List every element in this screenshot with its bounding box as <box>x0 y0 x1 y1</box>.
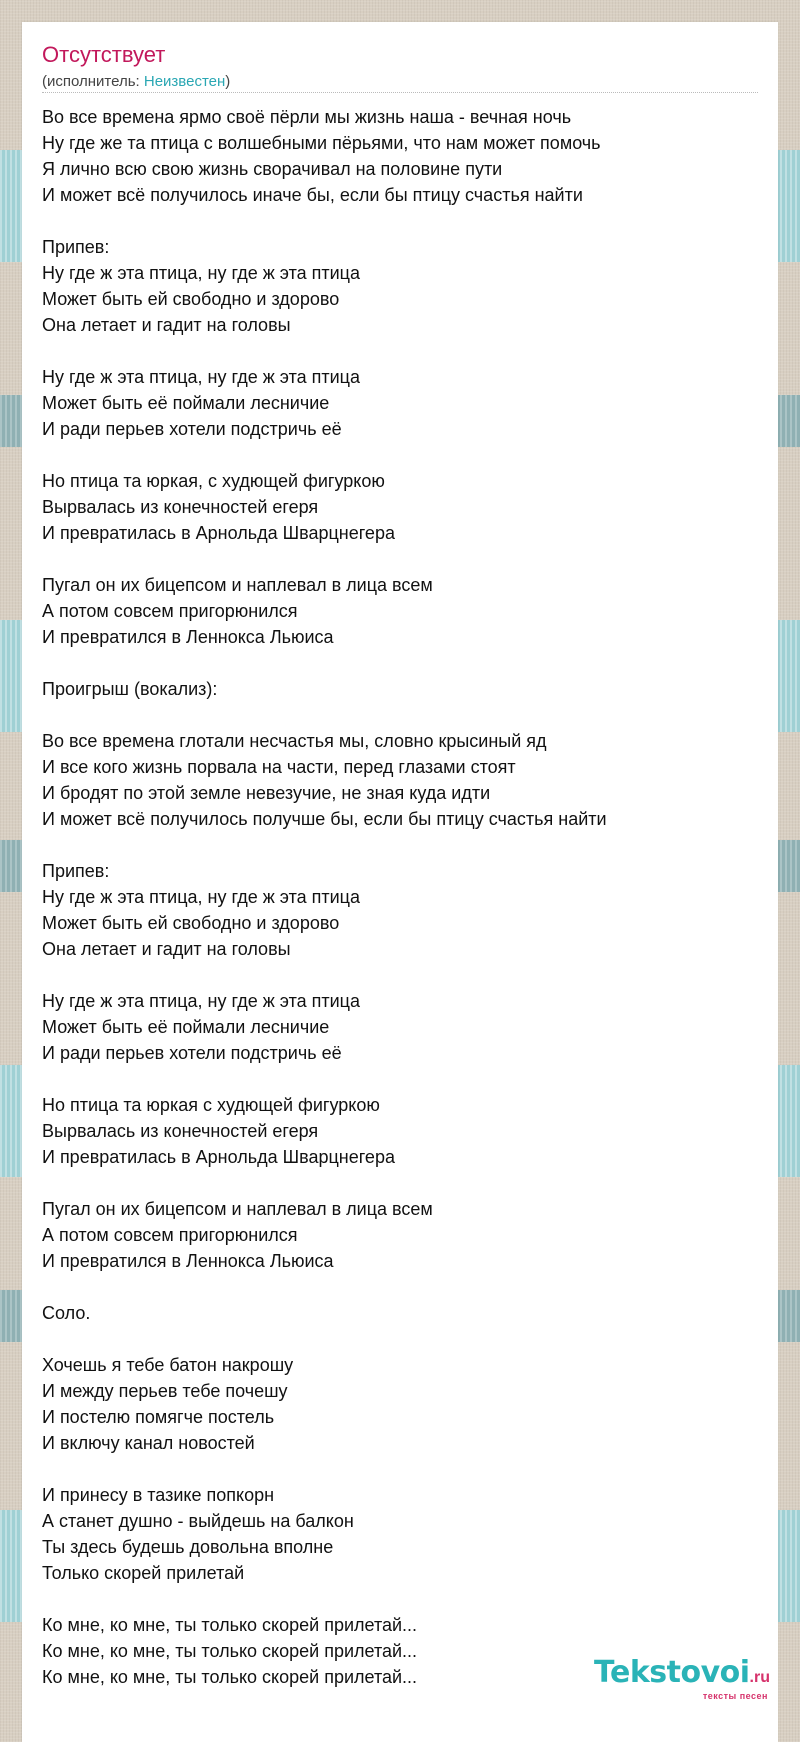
lyric-line: Я лично всю свою жизнь сворачивал на половине пути <box>42 159 503 179</box>
lyric-blank-line <box>42 546 762 572</box>
lyric-line: Пугал он их бицепсом и наплевал в лица всем <box>42 1199 433 1219</box>
lyric-line: Может быть ей свободно и здорово <box>42 289 340 309</box>
lyric-line: Припев: <box>42 237 110 257</box>
artist-line <box>42 73 230 90</box>
lyric-blank-line <box>42 832 762 858</box>
lyric-line: И превратилась в Арнольда Шварцнегера <box>42 1147 395 1167</box>
lyric-blank-line <box>42 650 762 676</box>
lyric-line: Может быть её поймали лесничие <box>42 1017 330 1037</box>
logo-tld: .ru <box>749 1669 770 1686</box>
artist-suffix: ) <box>225 73 231 90</box>
lyric-line: И превратился в Леннокса Льюиса <box>42 1251 334 1271</box>
lyric-line: Она летает и гадит на головы <box>42 939 291 959</box>
lyric-line: И ради перьев хотели подстричь её <box>42 419 342 439</box>
lyric-line: И все кого жизнь порвала на части, перед глазами стоят <box>42 757 516 777</box>
lyric-line: А потом совсем пригорюнился <box>42 601 298 621</box>
lyric-line: Проигрыш (вокализ): <box>42 679 218 699</box>
lyric-line: И бродят по этой земле невезучие, не зная куда идти <box>42 783 491 803</box>
lyric-line: Ну где ж эта птица, ну где ж эта птица <box>42 263 360 283</box>
lyric-line: Припев: <box>42 861 110 881</box>
lyric-blank-line <box>42 1274 762 1300</box>
lyric-line: Во все времена глотали несчастья мы, словно крысиный яд <box>42 731 547 751</box>
lyric-line: Может быть ей свободно и здорово <box>42 913 340 933</box>
lyric-blank-line <box>42 1170 762 1196</box>
lyric-line: Ну где же та птица с волшебными пёрьями, что нам может помочь <box>42 133 601 153</box>
lyric-line: И принесу в тазике попкорн <box>42 1485 275 1505</box>
lyric-line: Она летает и гадит на головы <box>42 315 291 335</box>
lyric-line: Вырвалась из конечностей егеря <box>42 1121 319 1141</box>
artist-prefix: (исполнитель: <box>42 73 144 90</box>
lyric-line: Ко мне, ко мне, ты только скорей прилетай... <box>42 1667 418 1687</box>
lyric-line: Ко мне, ко мне, ты только скорей прилетай... <box>42 1641 418 1661</box>
lyric-blank-line <box>42 338 762 364</box>
logo-name: Tekstovoi <box>594 1655 750 1690</box>
lyric-blank-line <box>42 208 762 234</box>
lyric-line: И превратился в Леннокса Льюиса <box>42 627 334 647</box>
lyric-line: И постелю помягче постель <box>42 1407 275 1427</box>
lyric-line: Ну где ж эта птица, ну где ж эта птица <box>42 887 360 907</box>
logo-tagline: тексты песен <box>702 1691 768 1701</box>
song-title: Отсутствует <box>42 42 166 67</box>
lyric-line: И ради перьев хотели подстричь её <box>42 1043 342 1063</box>
artist-link[interactable]: Неизвестен <box>143 73 226 90</box>
lyric-line: Ты здесь будешь довольна вполне <box>42 1537 334 1557</box>
lyric-line: И между перьев тебе почешу <box>42 1381 288 1401</box>
lyric-line: Но птица та юркая, с худющей фигуркою <box>42 471 385 491</box>
lyric-blank-line <box>42 962 762 988</box>
lyric-blank-line <box>42 1456 762 1482</box>
title-divider <box>42 92 758 93</box>
lyric-line: А станет душно - выйдешь на балкон <box>42 1511 354 1531</box>
lyric-line: Пугал он их бицепсом и наплевал в лица всем <box>42 575 433 595</box>
lyric-line: Ну где ж эта птица, ну где ж эта птица <box>42 991 360 1011</box>
lyric-blank-line <box>42 1586 762 1612</box>
lyric-line: Ко мне, ко мне, ты только скорей прилетай... <box>42 1615 418 1635</box>
lyric-line: Вырвалась из конечностей егеря <box>42 497 319 517</box>
lyric-line: И может всё получилось получше бы, если бы птицу счастья найти <box>42 809 607 829</box>
lyric-line: Может быть её поймали лесничие <box>42 393 330 413</box>
lyric-line: И включу канал новостей <box>42 1433 255 1453</box>
lyrics-body <box>42 104 762 1690</box>
lyric-blank-line <box>42 1066 762 1092</box>
lyrics-card <box>22 22 778 1742</box>
lyric-line: Но птица та юркая с худющей фигуркою <box>42 1095 380 1115</box>
lyric-blank-line <box>42 442 762 468</box>
lyric-line: Соло. <box>42 1303 91 1323</box>
lyric-line: И превратилась в Арнольда Шварцнегера <box>42 523 395 543</box>
lyric-line: Во все времена ярмо своё пёрли мы жизнь наша - вечная ночь <box>42 107 572 127</box>
lyric-line: Ну где ж эта птица, ну где ж эта птица <box>42 367 360 387</box>
lyric-line: Только скорей прилетай <box>42 1563 245 1583</box>
lyric-line: И может всё получилось иначе бы, если бы птицу счастья найти <box>42 185 583 205</box>
lyric-line: А потом совсем пригорюнился <box>42 1225 298 1245</box>
lyric-line: Хочешь я тебе батон накрошу <box>42 1355 294 1375</box>
lyric-blank-line <box>42 1326 762 1352</box>
site-logo[interactable] <box>594 1655 770 1701</box>
lyric-blank-line <box>42 702 762 728</box>
